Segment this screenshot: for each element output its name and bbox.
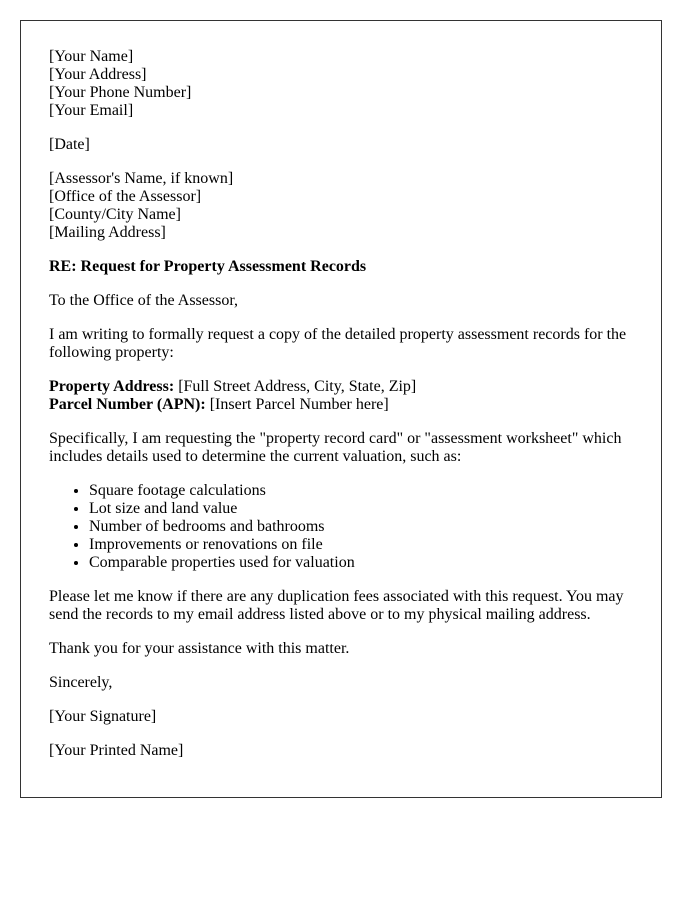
salutation: To the Office of the Assessor, <box>49 292 239 309</box>
request-paragraph: Specifically, I am requesting the "property record card" or "assessment worksheet" which includes details used to determine the current valuation, such as: <box>49 430 622 465</box>
requested-items-list <box>49 482 633 572</box>
letter <box>20 20 662 798</box>
property-details <box>49 378 633 414</box>
sender-name: [Your Name] <box>49 48 134 65</box>
sender-email: [Your Email] <box>49 102 134 119</box>
property-address-value: [Full Street Address, City, State, Zip] <box>178 378 417 395</box>
list-item: • Lot size and land value <box>89 500 633 518</box>
list-item: • Number of bedrooms and bathrooms <box>89 518 633 536</box>
intro-paragraph: I am writing to formally request a copy of the detailed property assessment records for the following property: <box>49 326 627 361</box>
closing: Sincerely, <box>49 674 113 691</box>
list-item: • Improvements or renovations on file <box>89 536 633 554</box>
recipient-name: [Assessor's Name, if known] <box>49 170 234 187</box>
list-item: • Square footage calculations <box>89 482 633 500</box>
sender-phone: [Your Phone Number] <box>49 84 192 101</box>
recipient-office: [Office of the Assessor] <box>49 188 202 205</box>
signature: [Your Signature] <box>49 708 157 725</box>
recipient-address: [Mailing Address] <box>49 224 166 241</box>
sender-block <box>49 48 633 120</box>
fees-paragraph: Please let me know if there are any duplication fees associated with this request. You may send the records to my email address listed above or to my physical mailing address. <box>49 588 624 623</box>
thanks-paragraph: Thank you for your assistance with this matter. <box>49 640 350 657</box>
parcel-number-label: Parcel Number (APN): <box>49 396 206 413</box>
date: [Date] <box>49 136 90 153</box>
printed-name: [Your Printed Name] <box>49 742 184 759</box>
list-item: • Comparable properties used for valuation <box>89 554 633 572</box>
sender-address: [Your Address] <box>49 66 147 83</box>
recipient-county: [County/City Name] <box>49 206 181 223</box>
parcel-number-value: [Insert Parcel Number here] <box>209 396 389 413</box>
subject-line: RE: Request for Property Assessment Records <box>49 258 367 275</box>
property-address-label: Property Address: <box>49 378 175 395</box>
recipient-block <box>49 170 633 242</box>
